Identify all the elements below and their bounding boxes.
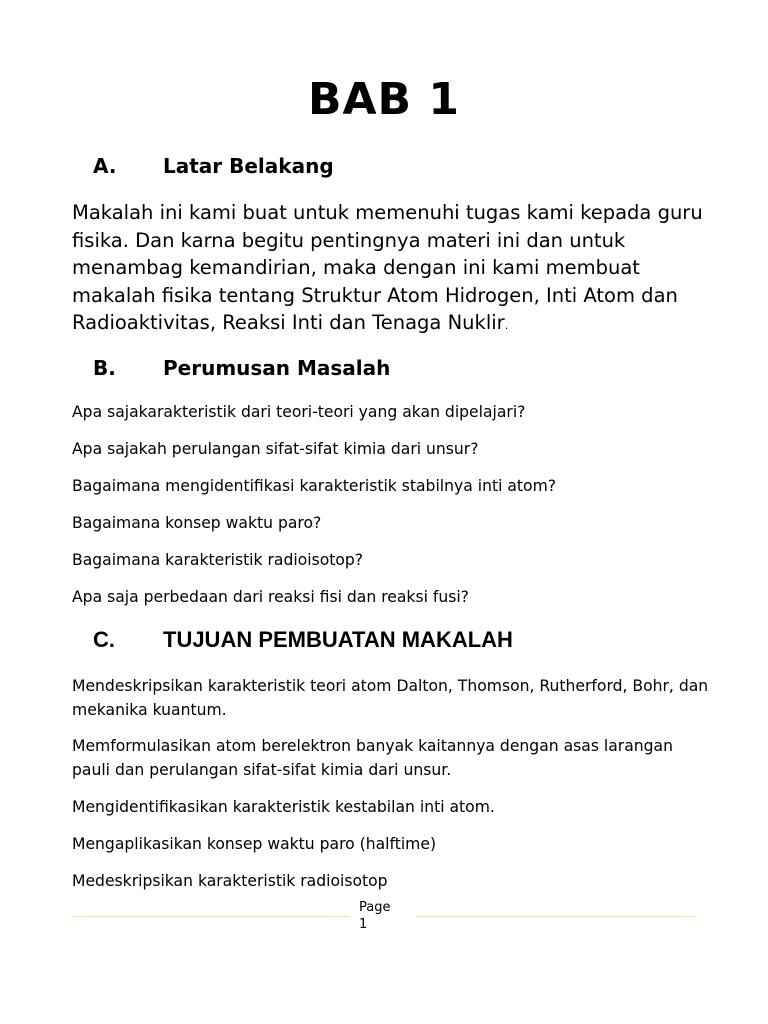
chapter-title: BAB 1 <box>307 74 461 125</box>
section-c-letter: C. <box>93 627 115 652</box>
section-c-heading <box>93 627 513 653</box>
list-item: Mengaplikasikan konsep waktu paro (halftime) <box>72 835 437 853</box>
footer-rule-right <box>416 916 696 917</box>
page-word: Page <box>359 900 391 915</box>
list-item: Bagaimana konsep waktu paro? <box>72 514 322 532</box>
page-number-label <box>359 899 390 933</box>
list-item: Apa saja perbedaan dari reaksi fisi dan reaksi fusi? <box>72 588 469 606</box>
list-item: Medeskripsikan karakteristik radioisotop <box>72 872 388 890</box>
page-number: 1 <box>359 917 368 932</box>
list-item: Mengidentifikasikan karakteristik kestabilan inti atom. <box>72 798 495 816</box>
list-item: Bagaimana mengidentifikasi karakteristik stabilnya inti atom? <box>72 477 557 495</box>
list-item: Apa sajakah perulangan sifat-sifat kimia dari unsur? <box>72 440 479 458</box>
section-a-paragraph-text: Makalah ini kami buat untuk memenuhi tugas kami kepada guru fisika. Dan karna begitu pentingnya materi ini dan untuk menambag kemandirian, maka dengan ini kami membuat makalah fisika tentang Struktur Atom Hidrogen, Inti Atom dan Radioaktivitas, Reaksi Inti dan Tenaga Nuklir <box>72 201 703 334</box>
list-item: Apa sajakarakteristik dari teori-teori yang akan dipelajari? <box>72 403 526 421</box>
list-item: Memformulasikan atom berelektron banyak kaitannya dengan asas larangan pauli dan perulangan sifat-sifat kimia dari unsur. <box>72 737 673 779</box>
section-a-paragraph <box>72 199 712 340</box>
list-item: Mendeskripsikan karakteristik teori atom Dalton, Thomson, Rutherford, Bohr, dan mekanika kuantum. <box>72 677 709 719</box>
section-a-letter: A. <box>93 154 117 178</box>
footer-rule-left <box>72 916 350 917</box>
section-b-heading <box>93 355 390 381</box>
section-c-title: TUJUAN PEMBUATAN MAKALAH <box>163 627 513 652</box>
section-b-title: Perumusan Masalah <box>163 356 391 380</box>
section-a-title: Latar Belakang <box>163 154 334 178</box>
section-b-letter: B. <box>93 356 116 380</box>
section-a-heading <box>93 153 334 179</box>
section-a-paragraph-end: . <box>504 319 509 332</box>
list-item: Bagaimana karakteristik radioisotop? <box>72 551 364 569</box>
